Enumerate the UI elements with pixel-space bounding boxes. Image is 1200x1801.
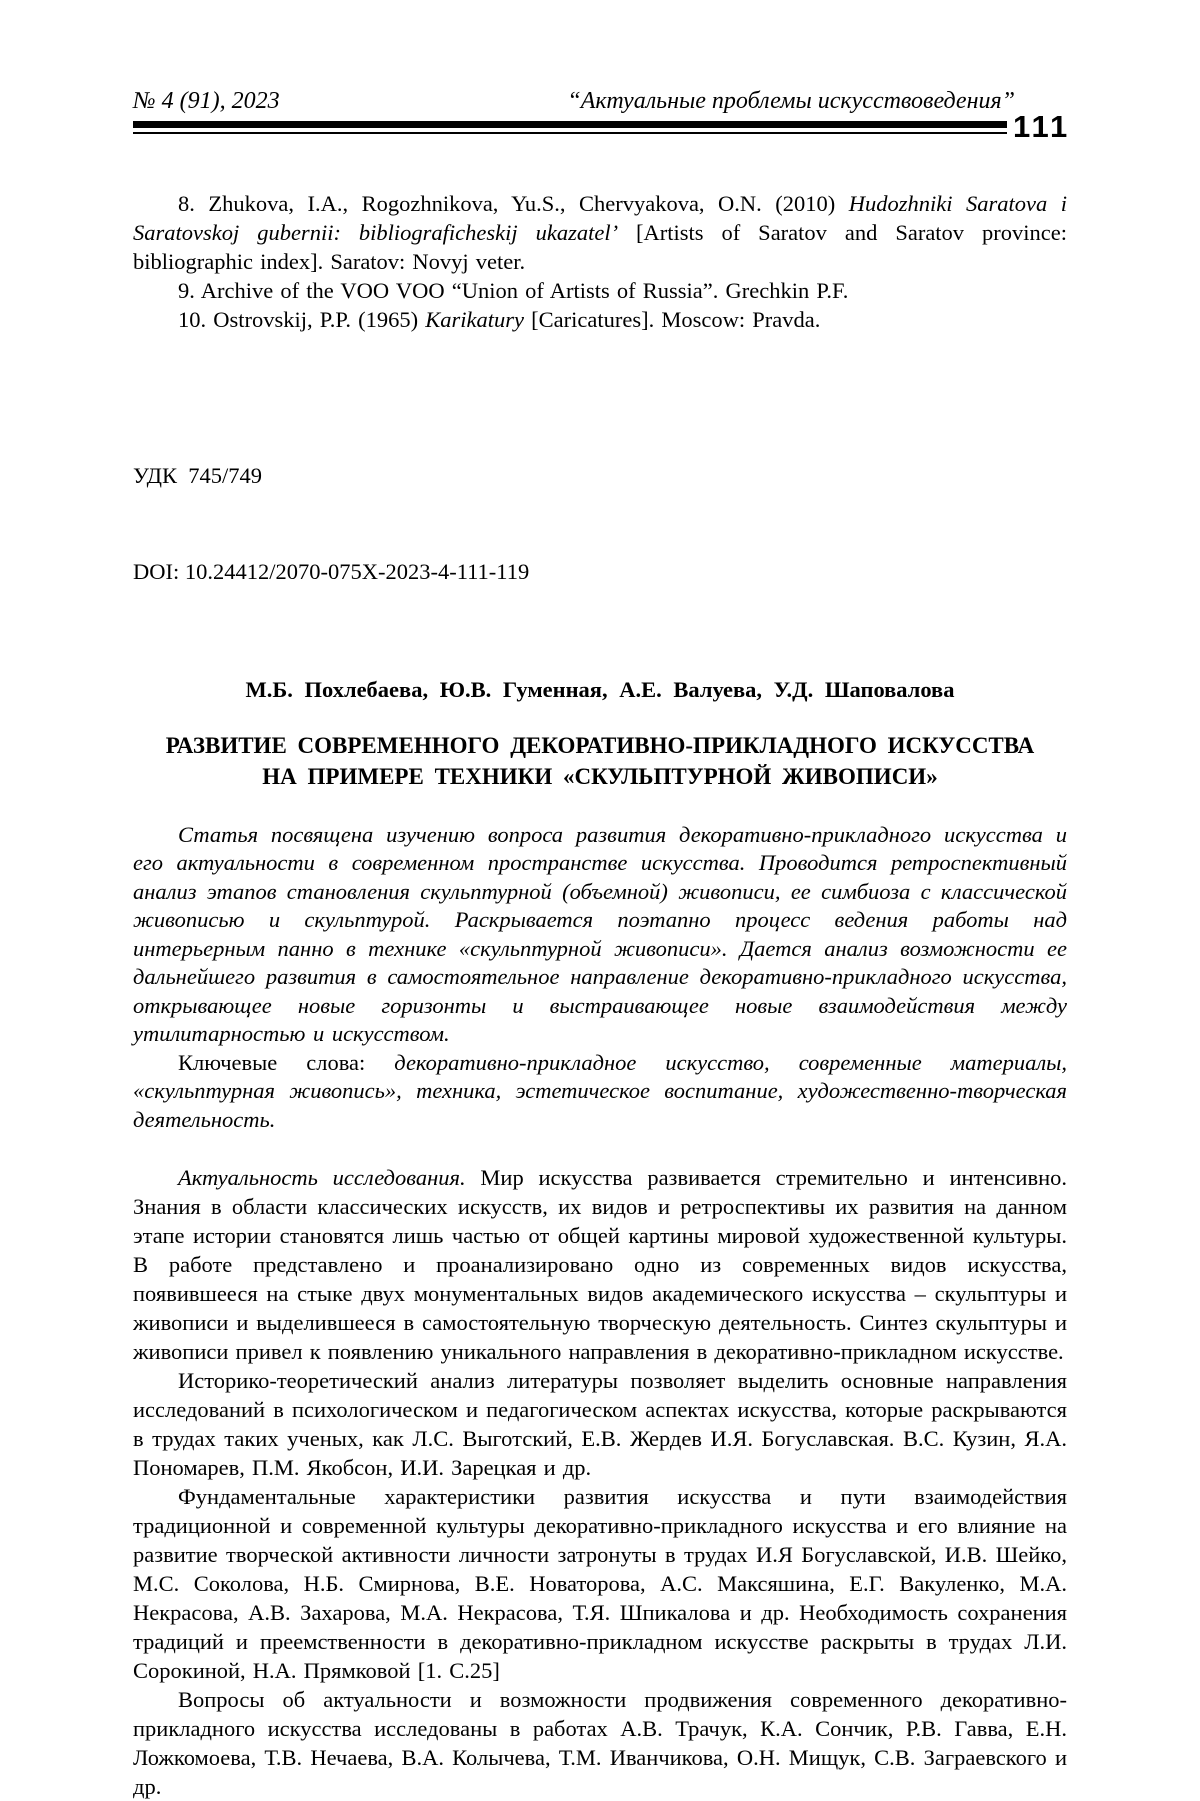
udk-line: УДК 745/749 (133, 462, 263, 488)
header-rule-thick (133, 121, 1007, 128)
authors-line: М.Б. Похлебаева, Ю.В. Гуменная, А.Е. Валуева, У.Д. Шаповалова (245, 676, 955, 702)
reference-list (133, 189, 1067, 334)
body-paragraph-2: Историко-теоретический анализ литературы позволяет выделить основные направления исследований в психологическом и педагогическом аспектах искусства, которые раскрываются в трудах таких ученых, как Л.С. Выготский, Е.В. Жердев И.Я. Богуславская. В.С. Кузин, Я.А. Пономарев, П.М. Якобсон, И.И. Зарецкая и др. (133, 1368, 1067, 1481)
reference-item-10 (133, 305, 1067, 334)
body-paragraph-1 (133, 1163, 1067, 1366)
reference-8-text: 8. Zhukova, I.A., Rogozhnikova, Yu.S., Chervyakova, O.N. (2010) (178, 190, 849, 216)
reference-10-translation: [Caricatures]. Moscow: Pravda. (524, 306, 821, 332)
page-number: 111 (1013, 108, 1071, 144)
paragraph-1-text: Мир искусства развивается стремительно и интенсивно. Знания в области классических искусств, их видов и ретроспективы их развития на данном этапе истории становятся лишь частью от общей картины мировой художественной культуры. В работе представлено и проанализировано одно из современных видов искусства, появившееся на стыке двух монументальных видов академического искусства – скульптуры и живописи и выделившееся в самостоятельную творческую деятельность. Синтез скульптуры и живописи привел к появлению уникального направления в декоративно-прикладном искусстве. (133, 1165, 1067, 1365)
reference-10-text: 10. Ostrovskij, P.P. (1965) (178, 306, 426, 332)
article-title (133, 730, 1067, 792)
reference-8-translation: [Artists of Saratov and Saratov province: bibliographic index]. Saratov: Novyj veter. (133, 219, 1067, 274)
article-body (133, 1163, 1067, 1801)
article-title-line-1: РАЗВИТИЕ СОВРЕМЕННОГО ДЕКОРАТИВНО-ПРИКЛАДНОГО ИСКУССТВА (165, 732, 1035, 758)
header-rule (133, 108, 1071, 151)
article-title-line-2: НА ПРИМЕРЕ ТЕХНИКИ «СКУЛЬПТУРНОЙ ЖИВОПИСИ» (262, 763, 938, 789)
doi-line: DOI: 10.24412/2070-075X-2023-4-111-119 (133, 558, 530, 584)
article-meta (133, 396, 1067, 652)
issue-label: № 4 (91), 2023 (133, 88, 280, 114)
body-paragraph-4: Вопросы об актуальности и возможности продвижения современного декоративно-прикладного искусства исследованы в работах А.В. Трачук, К.А. Сончик, Р.В. Гавва, Е.Н. Ложкомоева, Т.В. Нечаева, В.А. Колычева, Т.М. Иванчикова, О.Н. Мищук, С.В. Заграевского и др. (133, 1687, 1067, 1800)
abstract-block (133, 821, 1067, 1135)
reference-item-8 (133, 189, 1067, 276)
keywords-paragraph (133, 1049, 1067, 1135)
header-rule-thin (133, 132, 1007, 134)
reference-10-transliterated-title: Karikatury (425, 306, 525, 332)
reference-item-9 (133, 276, 1067, 305)
paragraph-1-lead: Актуальность исследования. (178, 1165, 466, 1191)
keywords-label: Ключевые слова: (178, 1049, 395, 1075)
running-head (133, 88, 1067, 116)
page-content (133, 0, 1071, 1801)
body-paragraph-3: Фундаментальные характеристики развития искусства и пути взаимодействия традиционной и современной культуры декоративно-прикладного искусства и его влияние на развитие творческой активности личности затронуты в трудах И.Я Богуславской, И.В. Шейко, М.С. Соколова, Н.Б. Смирнова, В.Е. Новаторова, А.С. Максяшина, Е.Г. Вакуленко, М.А. Некрасова, А.В. Захарова, М.А. Некрасова, Т.Я. Шпикалова и др. Необходимость сохранения традиций и преемственности в декоративно-прикладном искусстве раскрыты в трудах Л.И. Сорокиной, Н.А. Прямковой [1. С.25] (133, 1484, 1067, 1684)
reference-8-transliterated-title: Hudozhniki Saratova i Saratovskoj gubernii: bibliograficheskij ukazatel’ (133, 190, 1067, 245)
abstract-paragraph: Статья посвящена изучению вопроса развития декоративно-прикладного искусства и его актуальности в современном пространстве искусства. Проводится ретроспективный анализ этапов становления скульптурной (объемной) живописи, ее симбиоза с классической живописью и скульптурой. Раскрывается поэтапно процесс ведения работы над интерьерным панно в технике «скульптурной живописи». Дается анализ возможности ее дальнейшего развития в самостоятельное направление декоративно-прикладного искусства, открывающее новые горизонты и выстраивающее новые взаимодействия между утилитарностью и искусством. (133, 821, 1067, 1047)
journal-title: “Актуальные проблемы искусствоведения” (567, 88, 1015, 114)
keywords-text: декоративно-прикладное искусство, современные материалы, «скульптурная живопись», техника, эстетическое воспитание, художественно-творческая деятельность. (133, 1049, 1067, 1132)
reference-9-text: 9. Archive of the VOO VOO “Union of Artists of Russia”. Grechkin P.F. (178, 277, 849, 303)
